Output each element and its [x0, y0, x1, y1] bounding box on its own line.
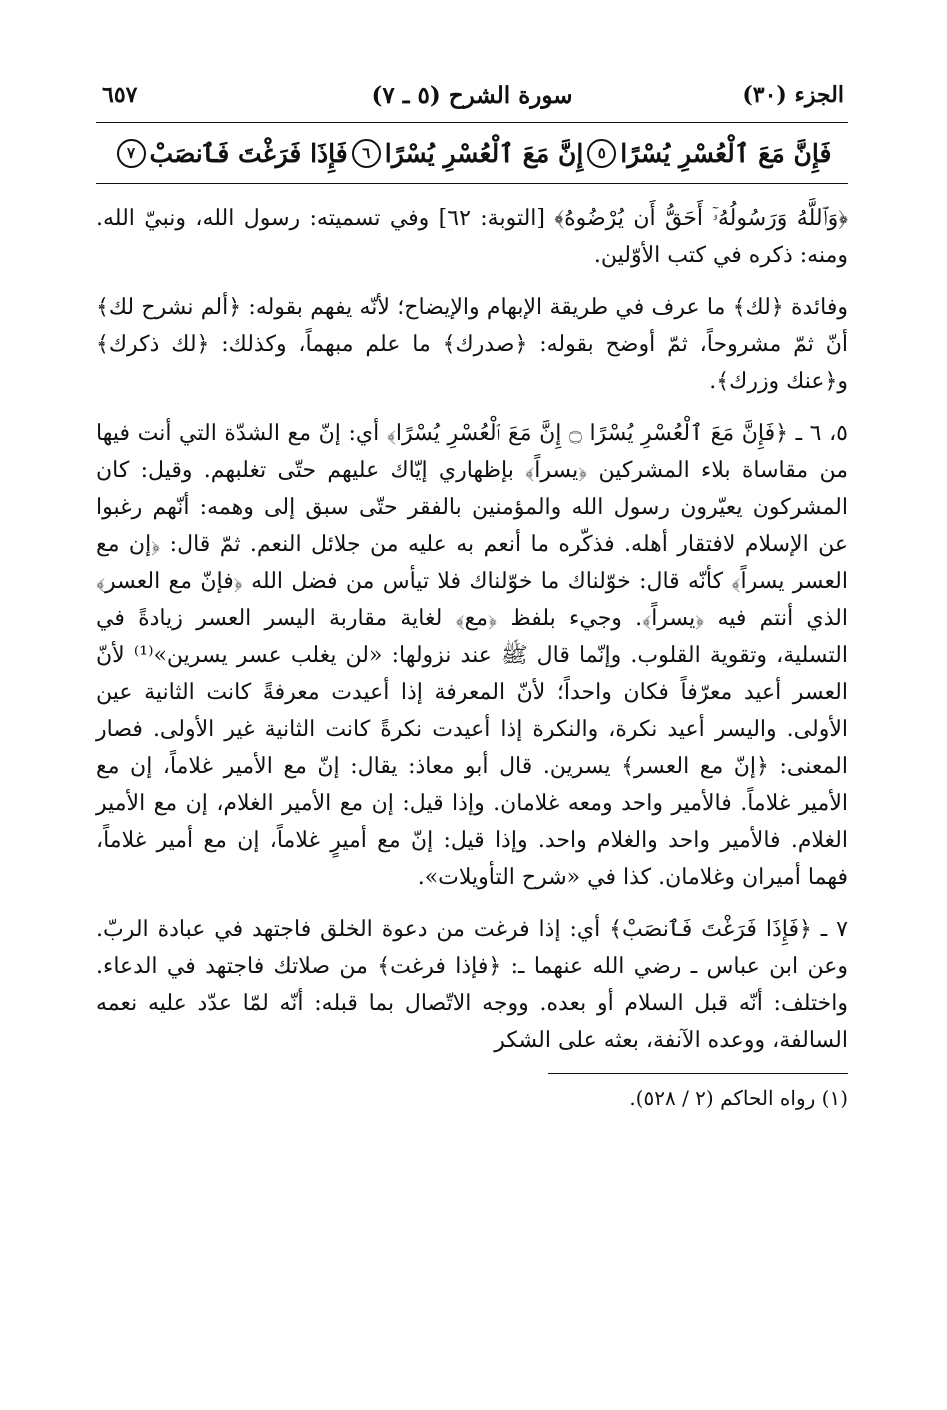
verse-number-marker: ٧: [117, 139, 146, 168]
book-page: [96, 72, 848, 1110]
commentary-paragraph: ٧ ـ ﴿فَإِذَا فَرَغْتَ فَٱنصَبْ﴾ أي: إذا فرغت من دعوة الخلق فاجتهد في عبادة الربّ. وعن ابن عباس ـ رضي الله عنهما ـ: ﴿فإذا فرغت﴾ من صلاتك فاجتهد في الدعاء. واختلف: أنّه قبل السلام أو بعده. ووجه الاتّصال بما قبله: أنّه لمّا عدّد عليه نعمه السالفة، ووعده الآنفة، بعثه على الشكر: [96, 917, 848, 1053]
footnote-divider: [548, 1073, 848, 1074]
surah-title: سورة الشرح (٥ ـ ٧): [371, 82, 573, 109]
verse-text: فَإِنَّ مَعَ ٱلْعُسْرِ يُسْرًا: [620, 138, 832, 168]
verse-number-marker: ٦: [352, 139, 381, 168]
commentary-paragraph: ٥، ٦ ـ ﴿فَإِنَّ مَعَ ٱلْعُسْرِ يُسْرًا ۝ إِنَّ مَعَ ٱلْعُسْرِ يُسْرًا﴾ أي: إنّ مع الشدّة التي أنت فيها من مقاساة بلاء المشركين ﴿يسراً﴾ بإظهاري إيّاك عليهم حتّى تغلبهم. وقيل: كان المشركون يعيّرون رسول الله والمؤمنين بالفقر حتّى سبق إلى وهمه: أنّهم رغبوا عن الإسلام لافتقار أهله. فذكّره ما أنعم به عليه من جلائل النعم. ثمّ قال: ﴿إن مع العسر يسراً﴾ كأنّه قال: خوّلناك ما خوّلناك فلا تيأس من فضل الله ﴿فإنّ مع العسر﴾ الذي أنتم فيه ﴿يسراً﴾. وجيء بلفظ ﴿مع﴾ لغاية مقاربة اليسر العسر زيادةً في التسلية، وتقوية القلوب. وإنّما قال ﷺ عند نزولها: «لن يغلب عسر يسرين»⁽¹⁾ لأنّ العسر أعيد معرّفاً فكان واحداً؛ لأنّ المعرفة إذا أعيدت معرفةً كانت الثانية عين الأولى. واليسر أعيد نكرة، والنكرة إذا أعيدت نكرةً كانت الثانية غير الأولى. فصار المعنى: ﴿إنّ مع العسر﴾ يسرين. قال أبو معاذ: يقال: إنّ مع الأمير غلاماً، إن مع الأمير غلاماً. فالأمير واحد ومعه غلامان. وإذا قيل: إن مع الأمير الغلام، إن مع الأمير الغلام. فالأمير واحد والغلام واحد. وإذا قيل: إنّ مع أميرٍ غلاماً، إن مع أمير غلاماً، فهما أميران وغلامان. كذا في «شرح التأويلات».: [96, 421, 848, 890]
verse-text: إِنَّ مَعَ ٱلْعُسْرِ يُسْرًا: [384, 138, 584, 168]
verse-text: فَإِذَا فَرَغْتَ فَٱنصَبْ: [149, 138, 348, 168]
page-header: [96, 72, 848, 123]
commentary-paragraph: وفائدة ﴿لك﴾ ما عرف في طريقة الإبهام والإيضاح؛ لأنّه يفهم بقوله: ﴿ألم نشرح لك﴾ أنّ ثمّ مشروحاً، ثمّ أوضح بقوله: ﴿صدرك﴾ ما علم مبهماً، وكذلك: ﴿لك ذكرك﴾ و﴿عنك وزرك﴾.: [96, 295, 848, 394]
commentary-paragraph: ﴿وَٱللَّهُ وَرَسُولُهُۥٓ أَحَقُّ أَن يُرْضُوهُ﴾ [التوبة: ٦٢] وفي تسميته: رسول الله، ونبيّ الله. ومنه: ذكره في كتب الأوّلين.: [96, 206, 848, 268]
footnote: (١) رواه الحاكم (٢ / ٥٢٨).: [629, 1086, 848, 1110]
part-label: الجزء (٣٠): [742, 82, 844, 108]
quran-verses: [96, 123, 848, 184]
page-number: ٦٥٧: [102, 82, 138, 108]
verse-number-marker: ٥: [587, 139, 616, 168]
